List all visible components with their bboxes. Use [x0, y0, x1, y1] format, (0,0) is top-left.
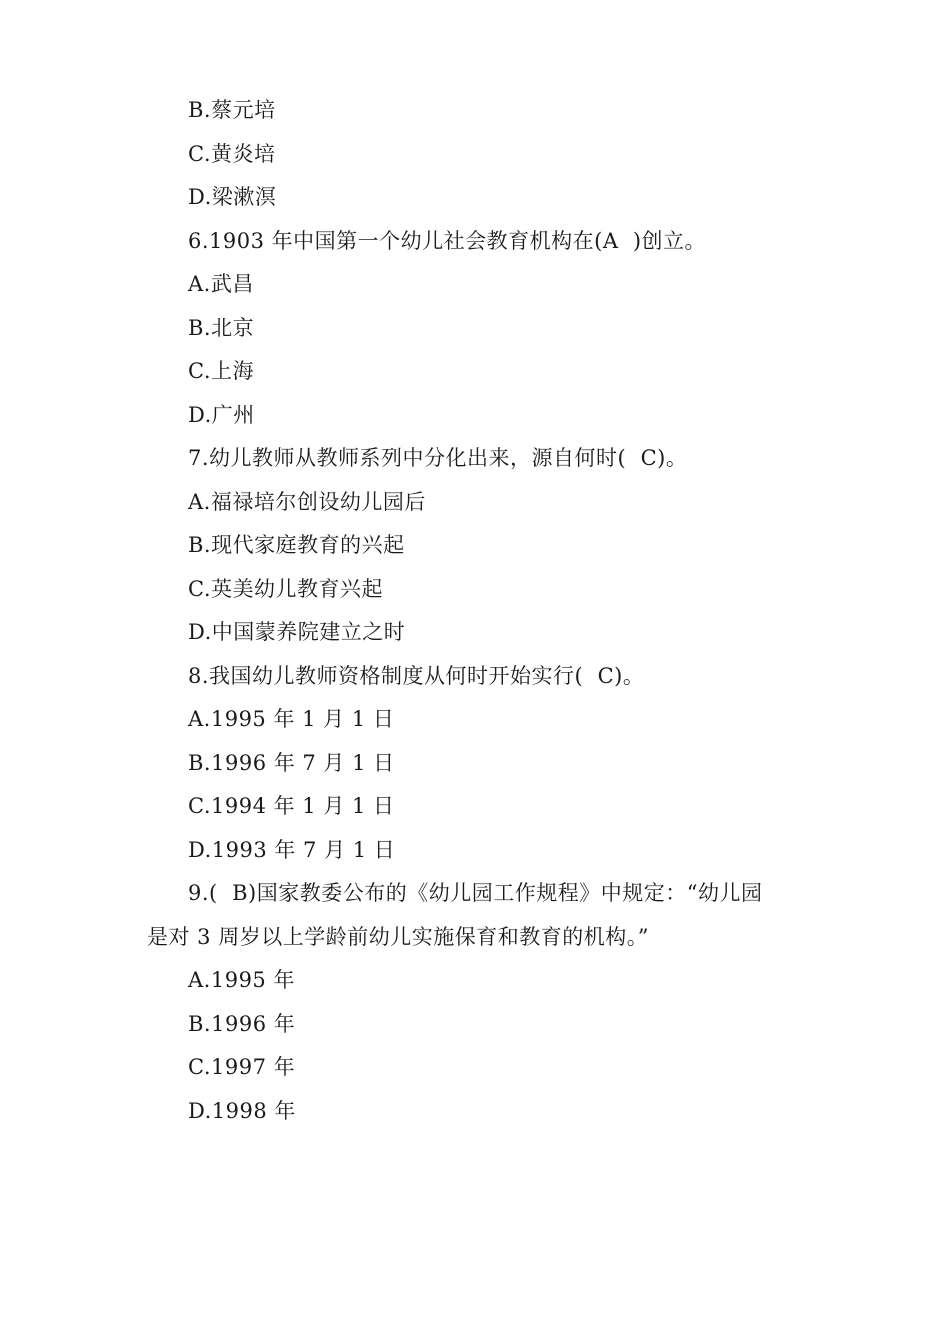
- q6-option-d: D.广州: [188, 403, 255, 427]
- q6-option-c: C.上海: [188, 359, 254, 383]
- q5-option-c: C.黄炎培: [188, 142, 276, 166]
- question-7: 7.幼儿教师从教师系列中分化出来，源自何时( C)。: [188, 446, 688, 470]
- q9-option-b: B.1996 年: [188, 1012, 296, 1036]
- q9-option-a: A.1995 年: [188, 968, 295, 992]
- q9-option-c: C.1997 年: [188, 1055, 296, 1079]
- q5-option-d: D.梁漱溟: [188, 185, 277, 209]
- q8-option-d: D.1993 年 7 月 1 日: [188, 838, 396, 862]
- q8-option-a: A.1995 年 1 月 1 日: [188, 707, 395, 731]
- q7-option-c: C.英美幼儿教育兴起: [188, 577, 383, 601]
- q8-option-c: C.1994 年 1 月 1 日: [188, 794, 395, 818]
- q7-option-b: B.现代家庭教育的兴起: [188, 533, 405, 557]
- q7-option-d: D.中国蒙养院建立之时: [188, 620, 406, 644]
- q6-option-a: A.武昌: [188, 272, 254, 296]
- q7-option-a: A.福禄培尔创设幼儿园后: [188, 490, 426, 514]
- question-9: 9.( B)国家教委公布的《幼儿园工作规程》中规定：“幼儿园: [188, 881, 763, 905]
- question-9-continuation: 是对 3 周岁以上学龄前幼儿实施保育和教育的机构。”: [147, 925, 649, 949]
- q5-option-b: B.蔡元培: [188, 98, 276, 122]
- question-6: 6.1903 年中国第一个幼儿社会教育机构在(A )创立。: [188, 229, 707, 253]
- q9-option-d: D.1998 年: [188, 1099, 296, 1123]
- q6-option-b: B.北京: [188, 316, 255, 340]
- question-8: 8.我国幼儿教师资格制度从何时开始实行( C)。: [188, 664, 645, 688]
- q8-option-b: B.1996 年 7 月 1 日: [188, 751, 395, 775]
